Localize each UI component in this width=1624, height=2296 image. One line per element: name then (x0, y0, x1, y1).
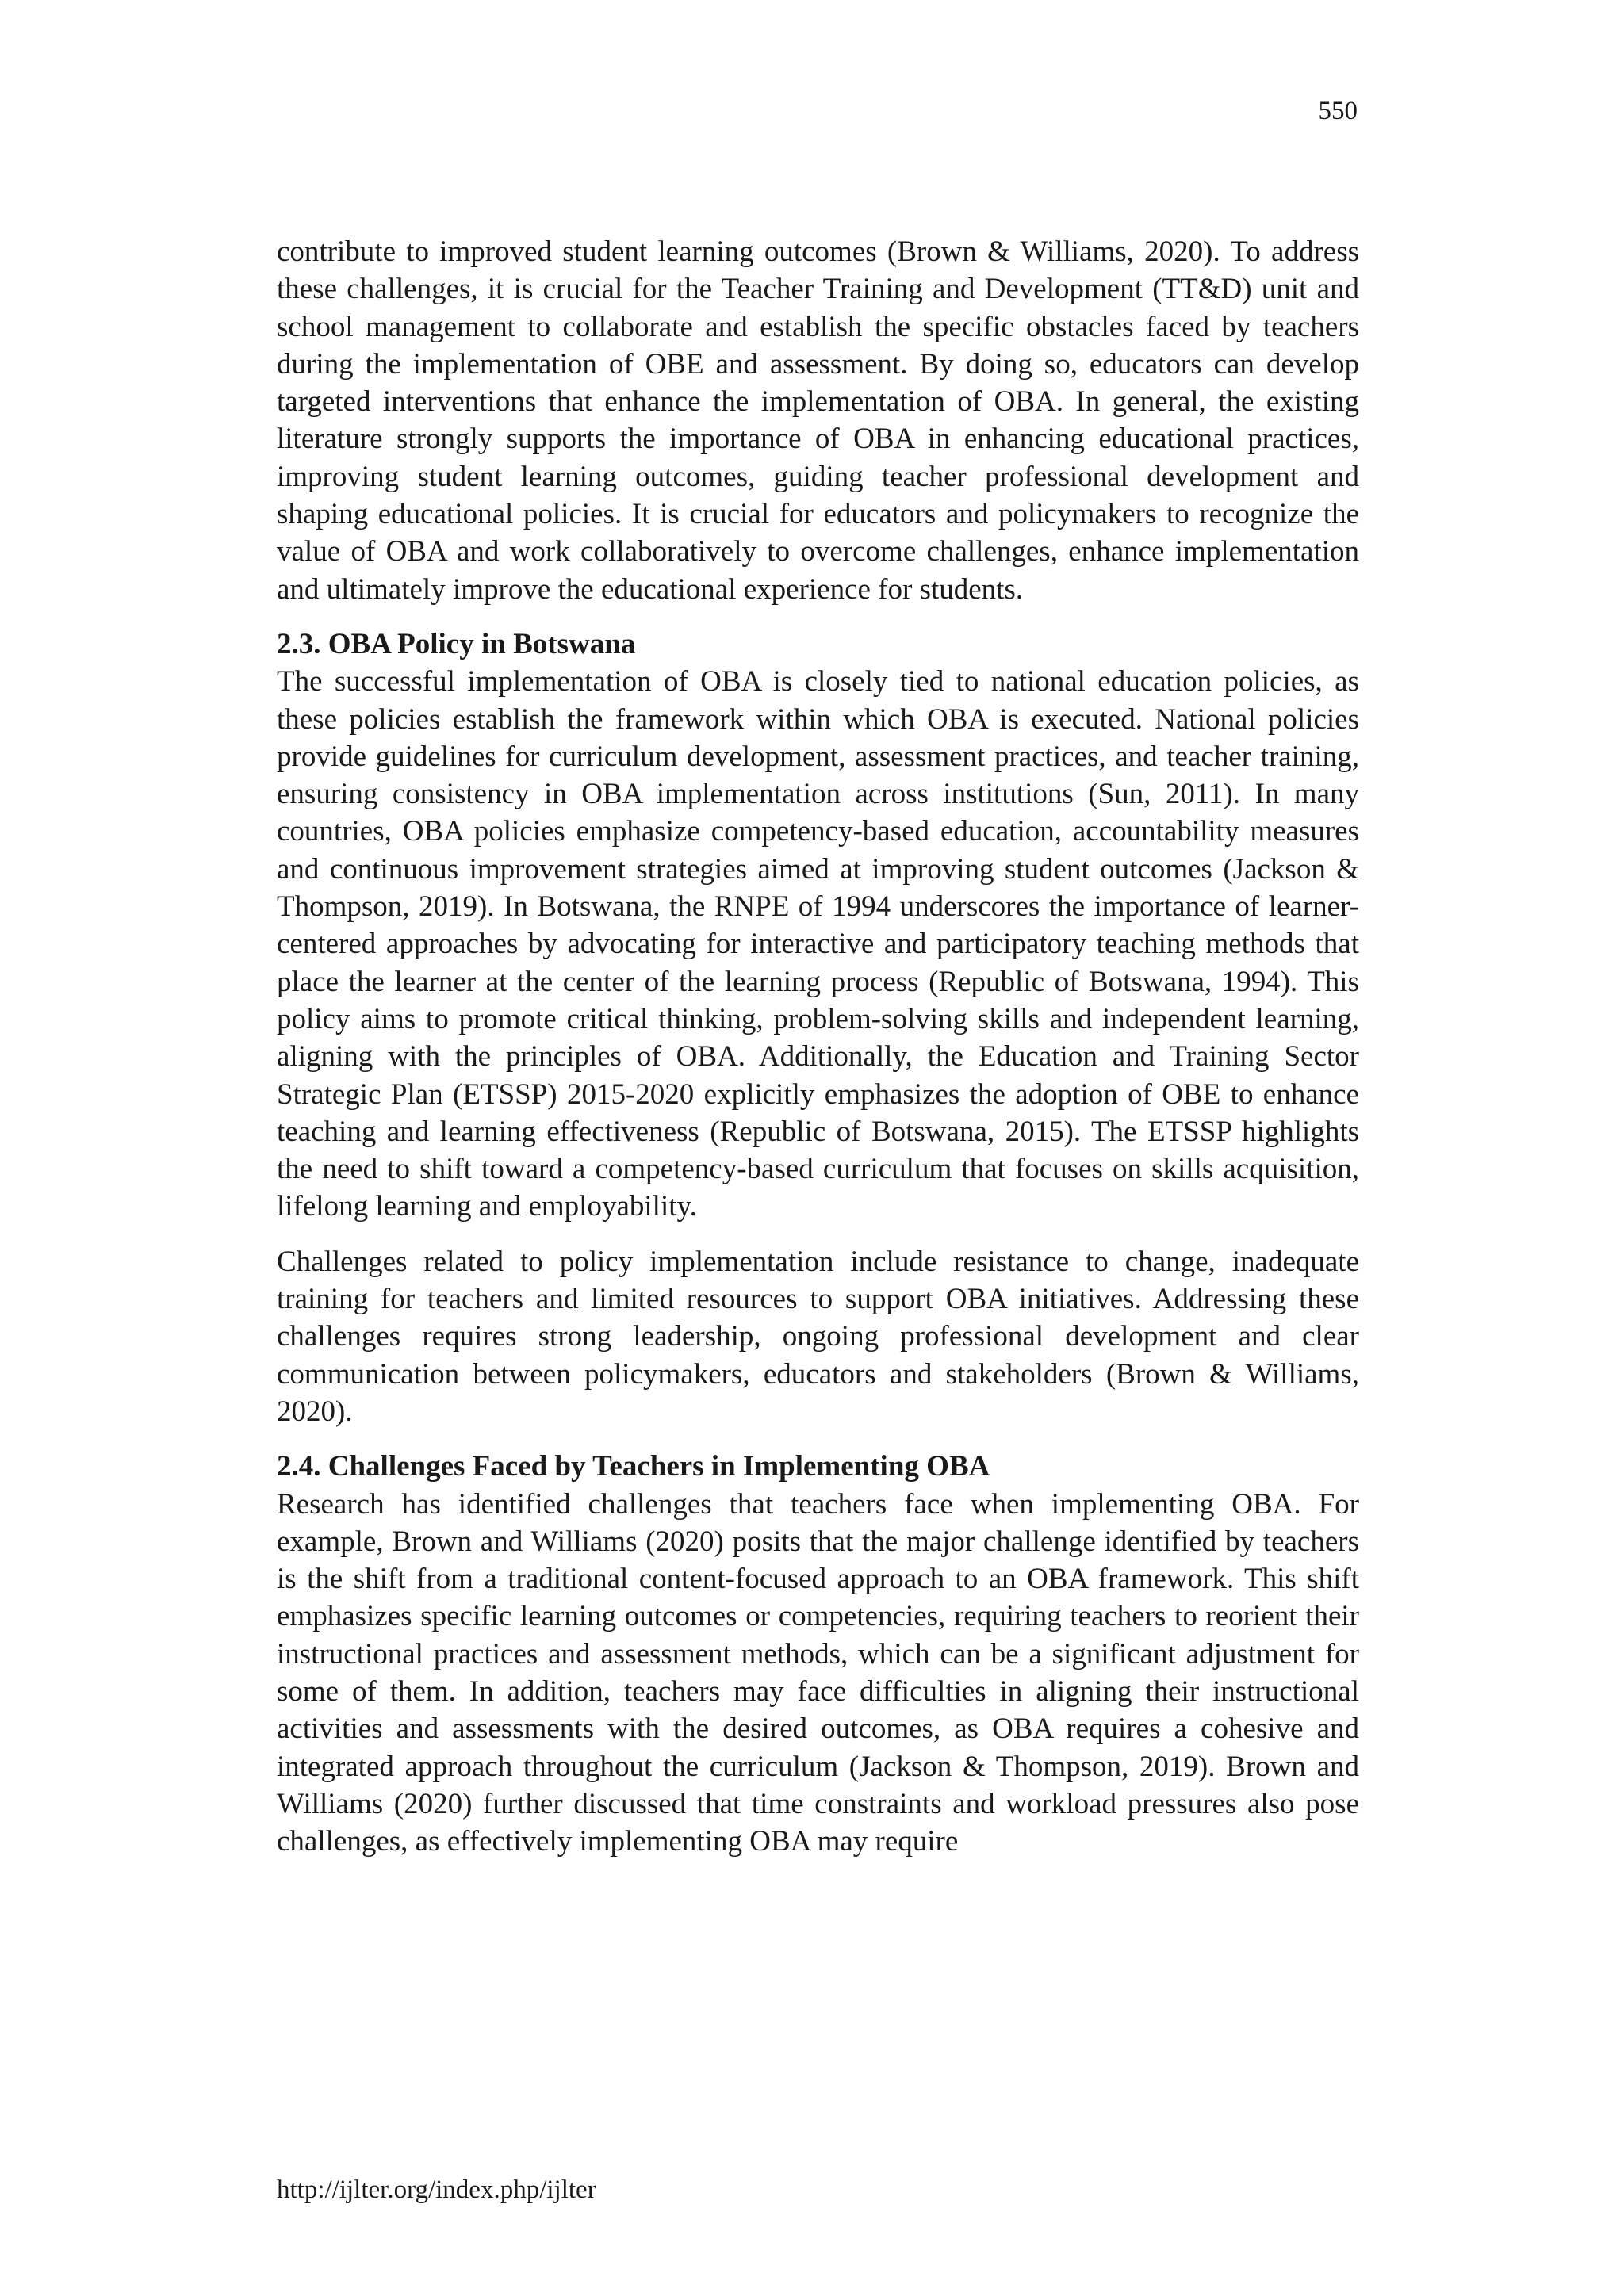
paragraph-teacher-challenges: Research has identified challenges that teachers face when implementing OBA. For example, Brown and Williams (2020) posits that the major challenge identified by teachers is the shift from a traditional content-focused approach to an OBA framework. This shift emphasizes specific learning outcomes or competencies, requiring teachers to reorient their instructional practices and assessment methods, which can be a significant adjustment for some of them. In addition, teachers may face difficulties in aligning their instructional activities and assessments with the desired outcomes, as OBA requires a cohesive and integrated approach throughout the curriculum (Jackson & Thompson, 2019). Brown and Williams (2020) further discussed that time constraints and workload pressures also pose challenges, as effectively implementing OBA may require (277, 1487, 1359, 1858)
paragraph-oba-policy: The successful implementation of OBA is closely tied to national education policies, as these policies establish the framework within which OBA is executed. National policies provide guidelines for curriculum development, assessment practices, and teacher training, ensuring consistency in OBA implementation across institutions (Sun, 2011). In many countries, OBA policies emphasize competency-based education, accountability measures and continuous improvement strategies aimed at improving student outcomes (Jackson & Thompson, 2019). In Botswana, the RNPE of 1994 underscores the importance of learner-centered approaches by advocating for interactive and participatory teaching methods that place the learner at the center of the learning process (Republic of Botswana, 1994). This policy aims to promote critical thinking, problem-solving skills and independent learning, aligning with the principles of OBA. Additionally, the Education and Training Sector Strategic Plan (ETSSP) 2015-2020 explicitly emphasizes the adoption of OBE to enhance teaching and learning effectiveness (Republic of Botswana, 2015). The ETSSP highlights the need to shift toward a competency-based curriculum that focuses on skills acquisition, lifelong learning and employability. (277, 665, 1359, 1223)
paragraph-continuation: contribute to improved student learning outcomes (Brown & Williams, 2020). To address these challenges, it is crucial for the Teacher Training and Development (TT&D) unit and school management to collaborate and establish the specific obstacles faced by teachers during the implementation of OBE and assessment. By doing so, educators can develop targeted interventions that enhance the implementation of OBA. In general, the existing literature strongly supports the importance of OBA in enhancing educational practices, improving student learning outcomes, guiding teacher professional development and shaping educational policies. It is crucial for educators and policymakers to recognize the value of OBA and work collaboratively to overcome challenges, enhance implementation and ultimately improve the educational experience for students. (277, 235, 1359, 606)
section-heading-2-3: 2.3. OBA Policy in Botswana (277, 627, 636, 660)
page-body (277, 233, 1359, 1860)
paragraph-policy-challenges: Challenges related to policy implementation include resistance to change, inadequate training for teachers and limited resources to support OBA initiatives. Addressing these challenges requires strong leadership, ongoing professional development and clear communication between policymakers, educators and stakeholders (Brown & Williams, 2020). (277, 1245, 1359, 1428)
section-heading-2-4: 2.4. Challenges Faced by Teachers in Implementing OBA (277, 1450, 990, 1483)
footer-url-link[interactable]: http://ijlter.org/index.php/ijlter (277, 2175, 596, 2204)
page-number: 550 (1318, 97, 1358, 125)
